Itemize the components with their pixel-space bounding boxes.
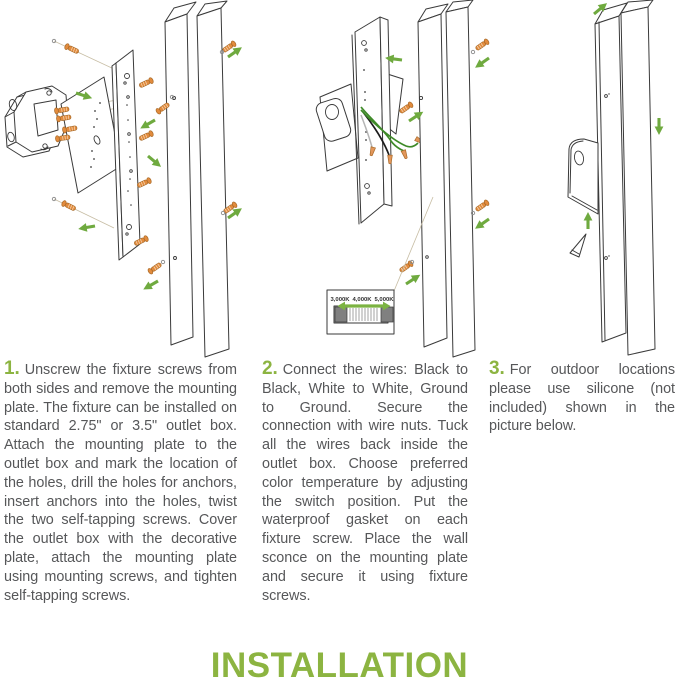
step-3-instructions: For outdoor locations please use silicone (not included) shown in the picture below. [489, 362, 675, 435]
step-2-instructions: Connect the wires: Black to Black, White to White, Ground to Ground. Secure the connection with wire nuts. Tuck all the wires back inside the outlet box. Choose preferred color temperature by adjusting the switch position. Put the waterproof gasket on each fixture screw. Place the wall sconce on the mounting plate and secure it using fixture screws. [262, 362, 468, 604]
step-1-instructions: Unscrew the fixture screws from both sides and remove the mounting plate. The fixture can be installed on standard 2.75" or 3.5" outlet box. Attach the mounting plate to the outlet box and mark the location of the holes, drill the holes for anchors, insert anchors into the holes, twist the two self-tapping screws. Cover the outlet box with the decorative plate, attach the mounting plate using mounting screws, and tighten self-tapping screws. [4, 362, 237, 604]
direction-arrow-icon [473, 54, 492, 71]
screw-icon [474, 199, 489, 212]
direction-arrow-icon [77, 222, 95, 234]
mounting-plate [112, 50, 140, 260]
direction-arrow-icon [404, 271, 423, 288]
silicone-applicator [570, 234, 586, 257]
page-title: INSTALLATION [210, 646, 469, 685]
step-2-text [262, 360, 468, 605]
mounting-plate-edge [568, 139, 598, 214]
step-2-diagram [314, 0, 491, 357]
screw-icon [398, 101, 413, 114]
color-temp-label: 5,000K [374, 297, 394, 303]
step-3-number: 3. [489, 358, 505, 379]
step-1-diagram [5, 1, 244, 357]
direction-arrow-icon [141, 277, 160, 293]
wire-nut-icon [401, 150, 408, 160]
screw-icon [474, 38, 489, 51]
color-temp-label: 3,000K [330, 297, 350, 303]
step-3-diagram [568, 0, 663, 355]
anchor-hole-mark [471, 50, 474, 53]
step-1-text [4, 360, 237, 605]
direction-arrow-icon [584, 212, 593, 229]
direction-arrow-icon [145, 153, 164, 171]
sconce-body [595, 0, 655, 355]
screw-icon [138, 77, 154, 89]
step-3-text [489, 360, 675, 436]
screw-icon [138, 130, 154, 142]
direction-arrow-icon [138, 116, 157, 132]
direction-arrow-icon [473, 215, 492, 232]
color-temp-label: 4,000K [352, 297, 372, 303]
anchor-hole-mark [161, 260, 164, 263]
screw-icon [64, 43, 80, 55]
color-temp-switch [334, 302, 393, 323]
screw-icon [147, 261, 162, 274]
decorative-plate [61, 77, 121, 193]
screw-icon [136, 177, 152, 189]
sconce-body [165, 1, 229, 357]
sconce-body [418, 0, 475, 357]
color-temp-inset [327, 197, 433, 334]
step-2-number: 2. [262, 358, 278, 379]
step-1-number: 1. [4, 358, 20, 379]
direction-arrow-icon [655, 118, 664, 135]
screw-icon [61, 200, 77, 212]
